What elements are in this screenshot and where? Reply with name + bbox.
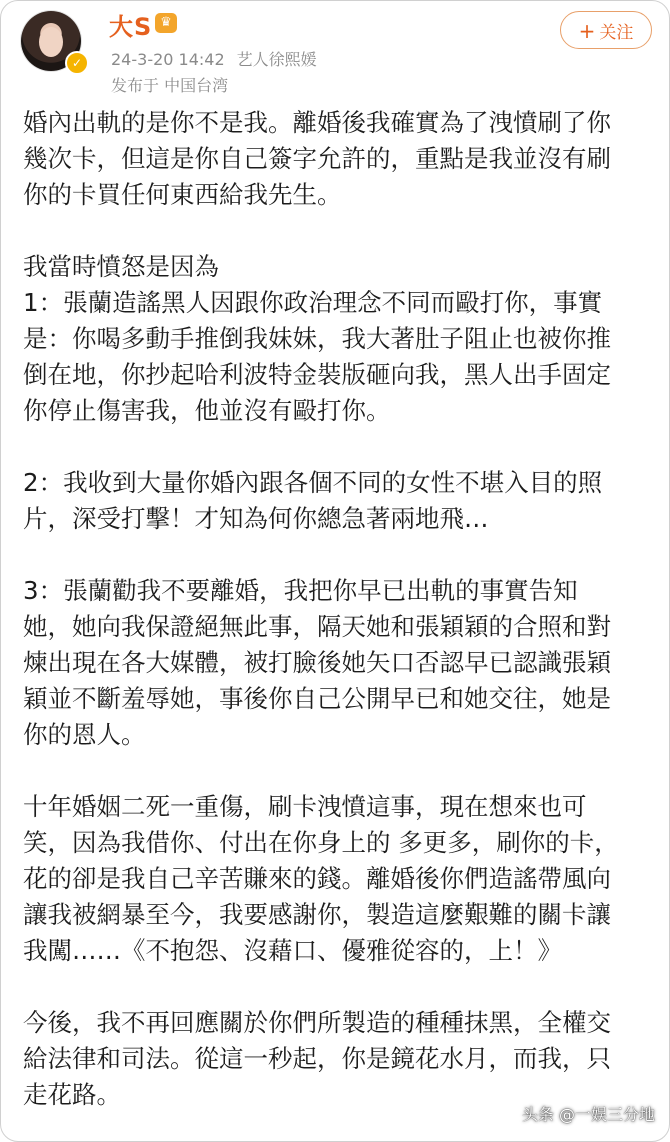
avatar-face bbox=[39, 27, 63, 57]
username[interactable]: 大S bbox=[109, 13, 153, 41]
watermark: 头条 @一娱三分地 bbox=[521, 1105, 655, 1124]
post-location: 发布于 中国台湾 bbox=[111, 76, 229, 95]
post-paragraph: 婚內出軌的是你不是我。離婚後我確實為了洩憤刷了你 幾次卡，但這是你自己簽字允許的，重點是我並沒有刷 你的卡買任何東西給我先生。 bbox=[23, 108, 611, 209]
verified-badge-icon: ✓ bbox=[65, 51, 89, 75]
post-source: 艺人徐熙媛 bbox=[236, 50, 317, 69]
post-body bbox=[23, 105, 653, 1113]
post-paragraph: 2：我收到大量你婚內跟各個不同的女性不堪入目的照 片，深受打擊！才知為何你總急著兩地飛… bbox=[23, 468, 603, 533]
post-paragraph: 十年婚姻二死一重傷，刷卡洩憤這事，現在想來也可 笑，因為我借你、付出在你身上的 多更多，刷你的卡， 花的卻是我自己辛苦賺來的錢。離婚後你們造謠帶風向 讓我被網暴至今，我要感謝你，製造這麼艱難的關卡讓 我闖……《不抱怨、沒藉口、優雅從容的，上！》 bbox=[23, 792, 619, 965]
follow-button[interactable] bbox=[560, 11, 652, 49]
crown-icon: ♛ bbox=[155, 13, 177, 33]
post-meta bbox=[111, 47, 317, 70]
plus-icon: + bbox=[578, 19, 596, 43]
post-paragraph: 今後，我不再回應關於你們所製造的種種抹黑，全權交 給法律和司法。從這一秒起，你是鏡花水月，而我，只 走花路。 bbox=[23, 1008, 611, 1109]
post-paragraph: 我當時憤怒是因為 1：張蘭造謠黑人因跟你政治理念不同而毆打你，事實 是：你喝多動手推倒我妹妹，我大著肚子阻止也被你推 倒在地，你抄起哈利波特金裝版砸向我，黑人出手固定 你停止傷害我，他並沒有毆打你。 bbox=[23, 252, 611, 425]
follow-label: 关注 bbox=[599, 23, 634, 43]
post-paragraph: 3：張蘭勸我不要離婚，我把你早已出軌的事實告知 她，她向我保證絕無此事，隔天她和張穎穎的合照和對 煉出現在各大媒體，被打臉後她矢口否認早已認識張穎 穎並不斷羞辱她，事後你自己公開早已和她交往，她是 你的恩人。 bbox=[23, 576, 611, 749]
post-timestamp: 24-3-20 14:42 bbox=[111, 50, 225, 69]
